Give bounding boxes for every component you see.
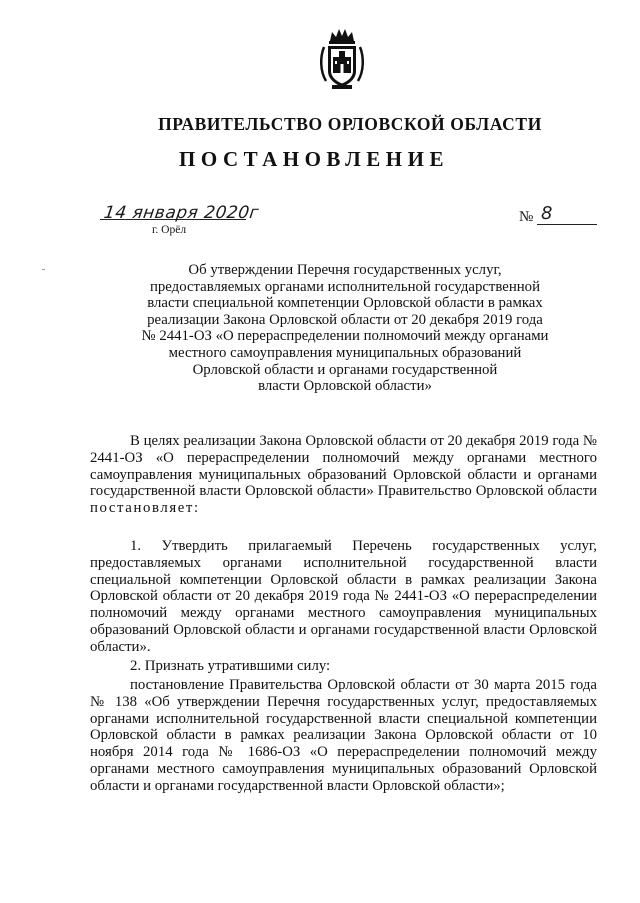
subject-line: Орловской области и органами государственной xyxy=(192,361,498,378)
date-underline xyxy=(100,219,246,220)
document-type-title: ПОСТАНОВЛЕНИЕ xyxy=(179,147,449,171)
subject-line: власти Орловской области» xyxy=(258,378,432,395)
handwritten-date: 14 января 2020г xyxy=(102,203,261,223)
handwritten-number: 8 xyxy=(541,203,553,224)
subject-line: Об утверждении Перечня государственных услуг, xyxy=(188,262,502,278)
coat-of-arms-icon xyxy=(318,27,366,91)
intro-text: В целях реализации Закона Орловской области от 20 декабря 2019 года № 2441-ОЗ «О перераспределении полномочий между органами местного самоуправления муниципальных образований Орловской области и органами государственной власти Орловской области» Правительство Орловской области xyxy=(90,433,597,500)
subject-line: местного самоуправления муниципальных образований xyxy=(168,344,522,361)
item-1-paragraph: 1. Утвердить прилагаемый Перечень государственных услуг, предоставляемых органами исполнительной государственной власти специальной компетенции Орловской области в рамках реализации Закона Орловской области от 20 декабря 2019 года № 2441-ОЗ «О перераспределении полномочий между органами местного самоуправления муниципальных образований Орловской области и органами государственной власти Орловской области». xyxy=(90,538,597,655)
document-subject xyxy=(100,262,590,395)
intro-paragraph xyxy=(90,433,597,517)
subject-line: предоставляемых органами исполнительной государственной xyxy=(149,278,540,295)
organization-title: ПРАВИТЕЛЬСТВО ОРЛОВСКОЙ ОБЛАСТИ xyxy=(158,114,542,134)
city-label: г. Орёл xyxy=(152,224,187,236)
item-2-paragraph: 2. Признать утратившими силу: xyxy=(130,658,331,674)
number-label: № xyxy=(519,209,534,225)
subject-line: № 2441-ОЗ «О перераспределении полномочий между органами xyxy=(141,328,549,345)
item-2-subparagraph: постановление Правительства Орловской области от 30 марта 2015 года № 138 «Об утверждении Перечня государственных услуг, предоставляемых органами исполнительной государственной власти специальной компетенции Орловской области в рамках реализации Закона Орловской области от 10 ноября 2014 года № 1686-ОЗ «О перераспределении полномочий между органами местного самоуправления муниципальных образований Орловской области и органами государственной власти Орловской области»; xyxy=(90,677,597,794)
intro-resolves: постановляет: xyxy=(90,500,200,517)
subject-line: власти специальной компетенции Орловской области в рамках xyxy=(147,295,543,312)
subject-line: реализации Закона Орловской области от 20 декабря 2019 года xyxy=(147,311,543,328)
number-underline xyxy=(537,224,597,225)
margin-mark xyxy=(42,269,45,270)
